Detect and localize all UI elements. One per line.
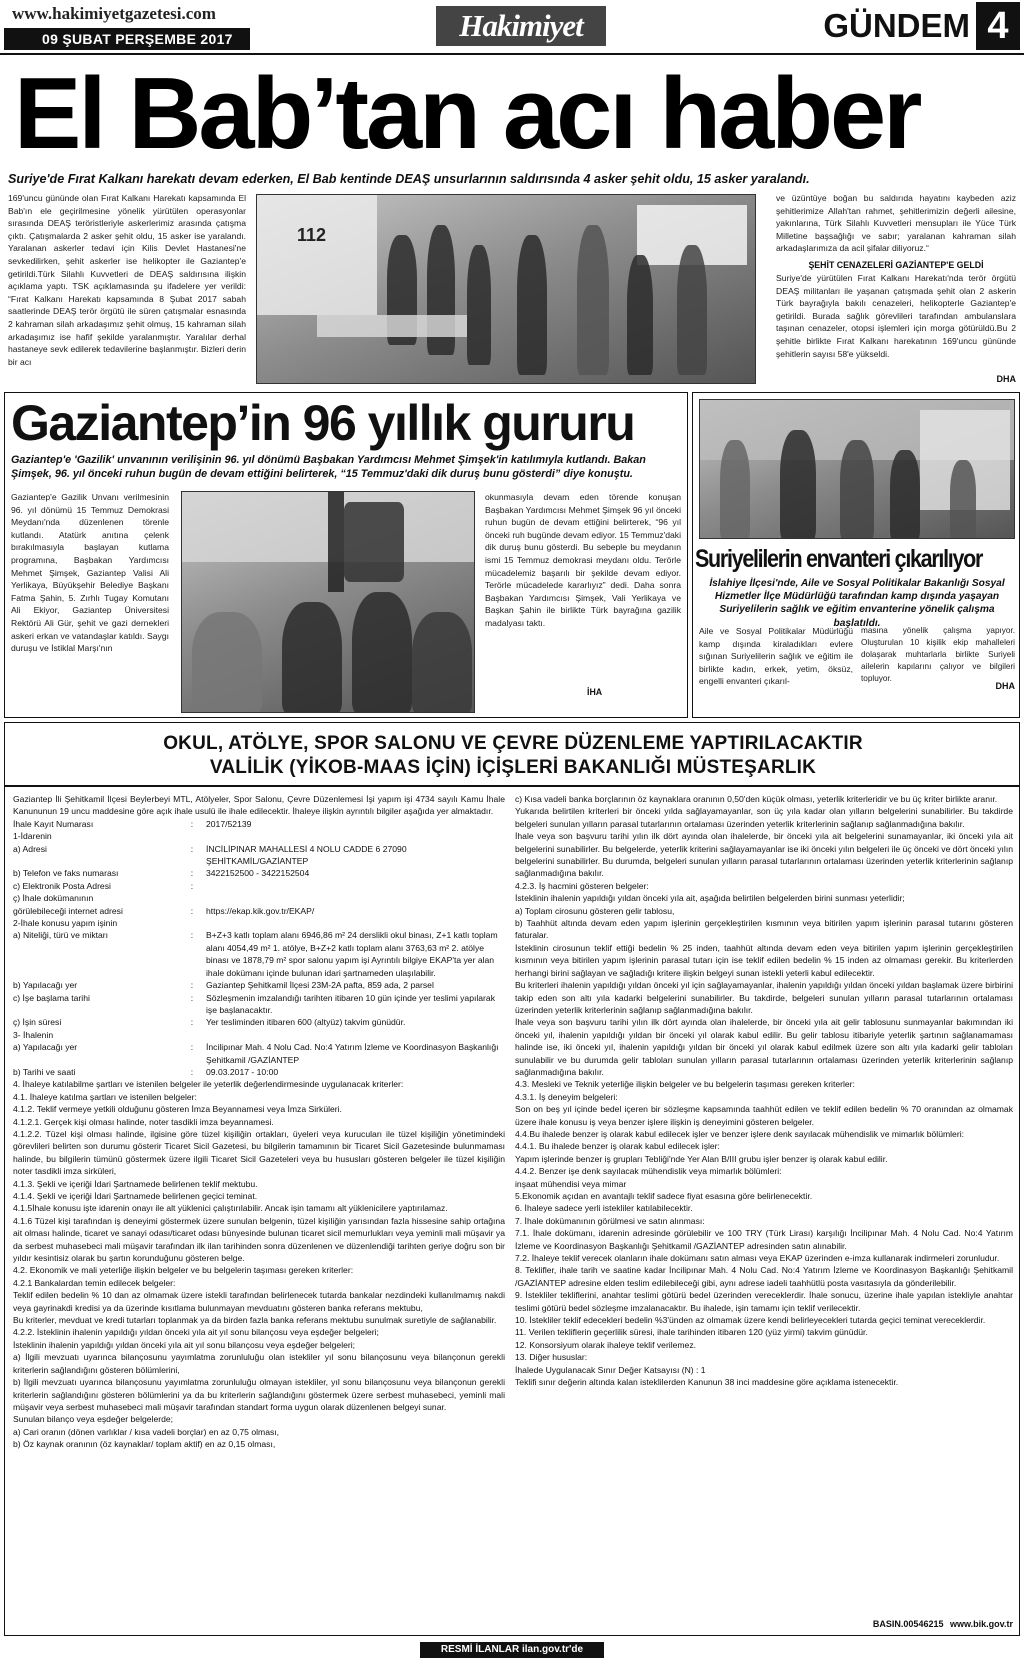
story1-col2a: ve üzüntüye boğan bu saldırıda hayatını kaybeden aziz şehitlerimize Allah'tan rahmet, şehitlerimizin değerli ailesine, yakınlarına, Türk Silahlı Kuvvetleri mensupları ile Yüce Türk Milletine başsağlığı ve sabır; yaralanan kahraman silah arkadaşlarımıza da acil şifalar diliyoruz.“	[776, 193, 1016, 254]
ad-detail-colon: :	[190, 930, 194, 941]
ad-detail-row	[13, 992, 505, 1017]
ad-detail-row	[13, 1029, 505, 1041]
logo	[436, 6, 606, 46]
ad-detail-value[interactable]: https://ekap.kik.gov.tr/EKAP/	[206, 905, 315, 916]
ad-detail-label: a) Adresi	[13, 843, 47, 854]
ad-title-line1: OKUL, ATÖLYE, SPOR SALONU VE ÇEVRE DÜZENLEME YAPTIRILACAKTIR	[163, 733, 863, 754]
ad-detail-colon: :	[190, 1017, 194, 1028]
ad-detail-colon: :	[190, 818, 194, 829]
ad-detail-colon: :	[190, 1066, 194, 1077]
ad-detail-value	[206, 880, 505, 892]
flag-ceremony-photo	[181, 491, 475, 713]
ad-detail-row	[13, 867, 505, 879]
ad-title-rule	[5, 785, 1019, 787]
website-url[interactable]: www.hakimiyetgazetesi.com	[12, 4, 216, 23]
story1-col1: 169'uncu gününde olan Fırat Kalkanı Harekatı kapsamında El Bab'ın ele geçirilmesine yönelik yürütülen operasyonlar sırasında DEAŞ teröristleriyle askerlerimiz arasında çatışma çıktı. Çatışmalarda 2 asker şehit oldu, 15 asker ise yaralandı. Yaralanan askerler tedavi için Kilis Devlet Hastanesi'ne sevkedilirken, şehit askerler ise helikopter ile Gaziantep'e getirildi.Türk Silahlı Kuvvetleri de DEAŞ saldırısına ilişkin açıklama yaptı. TSK açıklamasında şu ifadelere yer verildi: “Fırat Kalkanı Harekatı kapsamında 8 Şubat 2017 sabah saatlerinde DEAŞ terör örgütü ile süren çatışmalar esnasında 2 kahraman silah arkadaşımız şehit olmuş, 15 kahraman silah arkadaşımız ise hafif şekilde yaralanmıştır. Yaralılar derhal hastaneye sevk edilerek tedavilerine başlanmıştır. Bizleri derin bir acı	[8, 193, 246, 367]
ad-detail-colon: :	[190, 980, 194, 991]
ad-detail-value	[206, 892, 505, 904]
ad-detail-label: görülebileceği internet adresi	[13, 905, 123, 916]
ad-detail-value: 09.03.2017 - 10:00	[206, 1066, 279, 1077]
story3-col1: Aile ve Sosyal Politikalar Müdürlüğü kamp dışında kiraladıkları evlere sığınan Suriyelilerin sağlık ve eğitim ile birlikte kadın, erkek, yetim, öksüz, engelli envanteri çıkarıl-	[699, 626, 853, 687]
masthead	[0, 0, 1024, 56]
story3-col2: masına yönelik çalışma yapıyor. Oluşturulan 10 kişilik ekip mahalleleri dolaşarak muhtarlarla birlikte Suriyeli ailelerin kapılarını çalıyor ve bilgileri topluyor.	[861, 626, 1015, 684]
ad-detail-value: İncilipınar Mah. 4 Nolu Cad. No:4 Yatırım İzleme ve Koordinasyon Başkanlığı Şehitkamil /GAZİANTEP	[206, 1042, 499, 1065]
headline-suriyeliler: Suriyelilerin envanteri çıkarılıyor	[695, 545, 983, 573]
ad-detail-label: b) Telefon ve faks numarası	[13, 868, 119, 879]
ad-detail-row	[13, 1041, 505, 1066]
ad-detail-value: İNCİLİPINAR MAHALLESİ 4 NOLU CADDE 6 27090 ŞEHİTKAMİL/GAZİANTEP	[206, 843, 407, 867]
issue-date-text: 09 ŞUBAT PERŞEMBE 2017	[42, 31, 233, 47]
basin-code: BASIN.00546215	[872, 1619, 944, 1629]
ad-detail-label: 1-İdarenin	[13, 831, 52, 842]
ad-detail-label: c) Elektronik Posta Adresi	[13, 880, 111, 891]
ad-right-column	[515, 793, 1013, 1613]
ad-detail-row	[13, 1066, 505, 1078]
ad-detail-row	[13, 892, 505, 904]
bik-site[interactable]: www.bik.gov.tr	[949, 1619, 1013, 1629]
ad-detail-label: ç) İhale dokümanının	[13, 893, 94, 904]
story-suriyeliler	[692, 392, 1020, 718]
ad-detail-table	[13, 818, 505, 1079]
ambulance-number: 112	[297, 225, 327, 245]
ad-left-text: 4. İhaleye katılabilme şartları ve istenilen belgeler ile yeterlik değerlendirmesinde uygulanacak kriterler: 4.1. İhaleye katılma şartları ve istenilen belgeler: 4.1.2. Teklif vermeye yetkili olduğunu gösteren İmza Beyannamesi veya İmza Sirküleri. 4.1.2.1. Gerçek kişi olması halinde, noter tasdikli imza beyannamesi. 4.1.2.2. Tüzel kişi olması halinde, ilgisine göre tüzel kişiliğin ortakları, üyeleri veya kurucuları ile tüzel kişiliğin yönetimindeki görevlileri belirten son durumu gösterir Ticaret Sicil Gazetesi, bu bilgilerin tamamının bir Ticaret Sicil Gazetesinde bulunmaması halinde, bu bilgilerin tümünü göstermek üzere ilgili Ticaret Sicil Gazeteleri veya bu hususları gösteren belgeler ile tüzel kişiliğin noter tasdikli imza sirküleri, 4.1.3. Şekli ve içeriği İdari Şartnamede belirlenen teklif mektubu. 4.1.4. Şekli ve içeriği İdari Şartnamede belirlenen geçici teminat. 4.1.5İhale konusu işte idarenin onayı ile alt yüklenici çalıştırılabilir. Ancak işin tamamı alt yüklenicilere yaptırılamaz. 4.1.6 Tüzel kişi tarafından iş deneyimi göstermek üzere sunulan belgenin, tüzel kişiliğin yarısından fazla hissesine sahip ortağına ait olması halinde, ticaret ve sanayi odası/ticaret odası bünyesinde bulunan ticaret sicil memurlukları veya yeminli mali müşavir ya da serbest muhasebeci mali müşavir tarafından ilk ilan tarihinden sonra düzenlenen ve düzenlendiği tarihten geriye doğru son bir yıldır kesintisiz olarak bu şartın korunduğunu gösteren belge. 4.2. Ekonomik ve mali yeterliğe ilişkin belgeler ve bu belgelerin taşıması gereken kriterler: 4.2.1 Bankalardan temin edilecek belgeler: Teklif edilen bedelin % 10 dan az olmamak üzere istekli tarafından belirlenecek tutarda bankalar nezdindeki kullanılmamış nakdi veya gayrinakdi kredisi ya da üzerinde kısıtlama bulunmayan mevduatını gösteren banka referans mektubu, Bu kriterler, mevduat ve kredi tutarları toplanmak ya da birden fazla banka referans mektubu sunulmak suretiyle de sağlanabilir. 4.2.2. İsteklinin ihalenin yapıldığı yıldan önceki yıla ait yıl sonu bilançosu veya eşdeğer belgeleri; İsteklinin ihalenin yapıldığı yıldan önceki yıla ait yıl sonu bilançosu veya eşdeğer belgeleri; a) İlgili mevzuatı uyarınca bilançosunu yayımlatma zorunluluğu olan istekliler yıl sonu bilançosunu veya bilançonun gerekli kriterlerin sağlandığını gösteren bölümlerini, b) İlgili mevzuatı uyarınca bilançosunu yayımlatma zorunluluğu olmayan istekliler, yıl sonu bilançosunu veya bilançonun gerekli kriterlerin sağlandığını gösteren bölümlerini ya da bu kriterlerin sağlandığını göstermek üzere serbest muhasebeci, yeminli mali müşavir veya serbest muhasebeci mali müşavir tarafından standart forma uygun olarak düzenlenen belgeyi sunar. Sunulan bilanço veya eşdeğer belgelerde; a) Cari oranın (dönen varlıklar / kısa vadeli borçlar) en az 0,75 olması, b) Öz kaynak oranının (öz kaynaklar/ toplam aktif) en az 0,15 olması,	[13, 1079, 505, 1450]
ad-detail-value: Yer tesliminden itibaren 600 (altyüz) takvim günüdür.	[206, 1017, 406, 1028]
ad-right-text: c) Kısa vadeli banka borçlarının öz kaynaklara oranının 0,50'den küçük olması, yeterlik kriterleridir ve bu üç kriter birlikte aranır. Yukarıda belirtilen kriterleri bir önceki yılda sağlayamayanlar, son üç yıla kadar olan yılların belgelerini sunabilirler. Bu takdirde belgeleri sunulan yılların parasal tutarlarının ortalaması üzerinden yeterlik kriterlerinin sağlanıp sağlanmadığına bakılır. İhale veya son başvuru tarihi yılın ilk dört ayında olan ihalelerde, bir önceki yıla ait belgelerini sunamayanlar, iki önceki yıla ait belgelerini sunabilirler. Bu belgelerde, yeterlik kriterini sağlayamayanlar ise iki önceki yılın belgeleri ile üç önceki ve dört önceki yılın belgelerini sunabilirler. Bu durumda, belgeleri sunulan yılların parasal tutarlarının ortalaması üzerinden yeterlik kriterlerinin sağlanıp sağlanmadığına bakılır. 4.2.3. İş hacmini gösteren belgeler: İsteklinin ihalenin yapıldığı yıldan önceki yıla ait, aşağıda belirtilen belgelerden birini sunması yeterlidir; a) Toplam cirosunu gösteren gelir tablosu, b) Taahhüt altında devam eden yapım işlerinin gerçekleştirilen kısmının veya bitirilen yapım işlerinin parasal tutarını gösteren faturalar. İsteklinin cirosunun teklif ettiği bedelin % 25 inden, taahhüt altında devam eden veya bitirilen yapım işlerinin gerçekleştirilen kısmının veya bitirilen yapım işlerinin parasal tutarı için ise teklif edilen bedelin % 15 inden az olmaması gerekir. Bu kriterlerden herhangi birini sağlayan ve sağladığı kritere ilişkin belgeyi sunan istekli yeterli kabul edilecektir. Bu kriterleri ihalenin yapıldığı yıldan önceki yıl için sağlayamayanlar, ihalenin yapıldığı yıldan önceki yıldan başlamak üzere birbirini takip eden son altı yıla kadarki belgelerini sunabilirler. Bu takdirde, belgeleri sunulan yılların parasal tutarlarının ortalaması üzerinden yeterlik kriterlerinin sağlanıp sağlanmadığına bakılır. İhale veya son başvuru tarihi yılın ilk dört ayında olan ihalelerde, bir önceki yıla ait gelir tablosunu sunmayanlar bakımından iki önceki yıl, ihalenin yapıldığı yıldan bir önceki yıl olarak kabul edilir. Bu gelir tablosu itibariyle yeterlik şartının sağlanamaması halinde ise, iki önceki yıl, ihalenin yapıldığı yıldan bir önceki yıl olarak kabul edilmek üzere son altı yıla kadarki gelir tabloları sunulabilir ve bu durumda gelir tabloları sunulan yılların parasal tutarlarının ortalaması üzerinden yeterlik kriterlerinin sağlanıp sağlanmadığına bakılır. 4.3. Mesleki ve Teknik yeterliğe ilişkin belgeler ve bu belgelerin taşıması gereken kriterler: 4.3.1. İş deneyim belgeleri: Son on beş yıl içinde bedel içeren bir sözleşme kapsamında taahhüt edilen ve teklif edilen bedelin % 70 oranından az olmamak üzere ihale konusu iş veya benzer işlere ilişkin iş deneyimini gösteren belgeler. 4.4.Bu ihalede benzer iş olarak kabul edilecek işler ve benzer işlere denk sayılacak mühendislik ve mimarlık bölümleri: 4.4.1. Bu ihalede benzer iş olarak kabul edilecek işler: Yapım işlerinde benzer iş grupları Tebliği'nde Yer Alan B/III grubu işler benzer iş olarak kabul edilir. 4.4.2. Benzer işe denk sayılacak mühendislik veya mimarlık bölümleri: inşaat mühendisi veya mimar 5.Ekonomik açıdan en avantajlı teklif sadece fiyat esasına göre belirlenecektir. 6. İhaleye sadece yerli istekliler katılabilecektir. 7. İhale dokümanının görülmesi ve satın alınması: 7.1. İhale dokümanı, idarenin adresinde görülebilir ve 100 TRY (Türk Lirası) karşılığı İncilipınar Mah. 4 Nolu Cad. No:4 Yatırım İzleme ve Koordinasyon Başkanlığı Şehitkamil /GAZİANTEP adresinden satın alınabilir. 7.2. İhaleye teklif verecek olanların ihale dokümanı satın alması veya EKAP üzerinden e-imza kullanarak indirmeleri zorunludur. 8. Teklifler, ihale tarih ve saatine kadar İncilipınar Mah. 4 Nolu Cad. No:4 Yatırım İzleme ve Koordinasyon Başkanlığı Şehitkamil /GAZİANTEP adresine elden teslim edilebileceği gibi, aynı adrese iadeli taahhütlü posta vasıtasıyla da gönderilebilir. 9. İstekliler tekliflerini, anahtar teslimi götürü bedel üzerinden vereceklerdir. İhale sonucu, üzerine ihale yapılan istekliyle anahtar teslimi götürü bedel sözleşme imzalanacaktır. Bu ihalede, işin tamamı için teklif verilecektir. 10. İstekliler teklif edecekleri bedelin %3'ünden az olmamak üzere kendi belirleyecekleri tutarda geçici teminat vereceklerdir. 11. Verilen tekliflerin geçerlilik süresi, ihale tarihinden itibaren 120 (yüz yirmi) takvim günüdür. 12. Konsorsiyum olarak ihaleye teklif verilemez. 13. Diğer hususlar: İhalede Uygulanacak Sınır Değer Katsayısı (N) : 1 Teklifi sınır değerin altında kalan isteklilerden Kanunun 38 inci maddesine göre açıklama istenecektir.	[515, 794, 1013, 1388]
ad-detail-row	[13, 1016, 505, 1028]
footer-bar	[420, 1642, 604, 1658]
ad-title-line2: VALİLİK (YİKOB-MAAS İÇİN) İÇİŞLERİ BAKANLIĞI MÜSTEŞARLIK	[209, 757, 817, 778]
ad-detail-value	[206, 830, 505, 842]
ad-detail-label: 2-İhale konusu yapım işinin	[13, 918, 118, 929]
issue-date	[4, 28, 250, 50]
ad-detail-value	[206, 1029, 505, 1041]
story-gaziantep	[4, 392, 688, 718]
ad-detail-value: Sözleşmenin imzalandığı tarihten itibaren 10 gün içinde yer teslimi yapılarak işe başlanacaktır.	[206, 992, 495, 1015]
page-number	[976, 2, 1020, 50]
ad-detail-colon: :	[190, 905, 194, 916]
story2-col1: Gaziantep'e Gazilik Unvanı verilmesinin 96. yıl dönümü 15 Temmuz Demokrasi Meydanı'nda düzenlenen törenle kutlandı. Atatürk anıtına çelenk bırakılmasıyla başlayan kutlama programına, Başbakan Yardımcısı Mehmet Şimşek, Gaziantep Valisi Ali Yerlikaya, Büyükşehir Belediye Başkanı Fatma Şahin, 5. Zırhlı Tugay Komutanı Ali Ekiyor, Gaziantep Üniversitesi Rektörü Ali Gür, şehit ve gazi dernekleri askeri erkan ve vatandaşlar katıldı. Saygı duruşu ve İstiklal Marşı'nın	[11, 492, 169, 654]
ad-detail-row	[13, 929, 505, 979]
ad-detail-colon: :	[190, 868, 194, 879]
ad-detail-label: 3- İhalenin	[13, 1029, 54, 1040]
ad-detail-colon: :	[190, 880, 194, 891]
story1-agency: DHA	[996, 374, 1016, 384]
official-tender-ad	[4, 722, 1020, 1636]
ad-detail-label: c) İşe başlama tarihi	[13, 992, 90, 1003]
ad-detail-colon: :	[190, 1042, 194, 1053]
story-el-bab	[0, 58, 1024, 388]
story1-col2b: Suriye'de yürütülen Fırat Kalkanı Harekatı'nda terör örgütü DEAŞ militanları ile yaşanan çatışmada şehit olan 2 askerin Türk bayrağıyla bakılı cenazeleri, helikopterle Gaziantep'e getirildi. Burada sağlık görevlileri tarafından ambulanslara taşınan cenazeler, otopsi işlemleri için morga götürüldü.Bu 2 şehitle birlikte Fırat Kalkanı harekatının 169'uncu gününde şehitlerin sayısı 58'e yükseldi.	[776, 273, 1016, 359]
story2-agency: İHA	[587, 687, 603, 697]
ad-left-column	[13, 793, 505, 1633]
street-survey-photo	[699, 399, 1015, 539]
ad-detail-colon	[178, 917, 206, 929]
ad-detail-row	[13, 917, 505, 929]
ad-detail-label: ç) İşin süresi	[13, 1017, 62, 1028]
subhead-suriyeliler: İslahiye İlçesi'nde, Aile ve Sosyal Politikalar Bakanlığı Sosyal Hizmetler İlçe Müdürlüğü tarafından kamp dışında yaşayan Suriyelilerin sağlık ve eğitim envanterine yönelik çalışma başlatıldı.	[709, 578, 1005, 629]
ad-detail-label: a) Yapılacağı yer	[13, 1042, 78, 1053]
ad-detail-row	[13, 830, 505, 842]
ad-detail-value: 3422152500 - 3422152504	[206, 868, 310, 879]
ad-detail-colon: :	[190, 992, 194, 1003]
ad-detail-label: b) Tarihi ve saati	[13, 1066, 76, 1077]
story1-col2-subhead: ŞEHİT CENAZELERİ GAZİANTEP'E GELDİ	[808, 260, 984, 270]
ad-detail-value: Gaziantep Şehitkamil İlçesi 23M-2A pafta, 859 ada, 2 parsel	[206, 980, 434, 991]
headline-el-bab: El Bab’tan acı haber	[14, 58, 920, 170]
ad-detail-label: İhale Kayıt Numarası	[13, 818, 94, 829]
ad-detail-row	[13, 843, 505, 868]
ad-code	[785, 1619, 1013, 1629]
ad-detail-value	[206, 917, 505, 929]
ad-detail-row	[13, 979, 505, 991]
ad-detail-label: a) Niteliği, türü ve miktarı	[13, 930, 109, 941]
logo-text: Hakimiyet	[459, 8, 583, 43]
ad-intro: Gaziantep İli Şehitkamil İlçesi Beylerbeyi MTL, Atölyeler, Spor Salonu, Çevre Düzenlemesi İşi yapım işi 4734 sayılı Kamu İhale Kanununun 19 uncu maddesine göre açık ihale usulü ile ihale edilecektir. İhaleye ilişkin ayrıntılı bilgiler aşağıda yer almaktadır.	[13, 794, 505, 817]
page-number-text: 4	[987, 5, 1009, 47]
ad-detail-value: B+Z+3 katlı toplam alanı 6946,86 m² 24 derslikli okul binası, Z+1 katlı toplam alanı 4054,49 m² 1. atölye, B+Z+2 katlı toplam alanı 3763,63 m² 2. atölye binası ve 1878,79 m² spor salonu yapım işi Ayrıntılı bilgiye EKAP'ta yer alan ihale dokümanı içinde bulunan idari şartnameden ulaşılabilir.	[206, 930, 498, 978]
ad-detail-colon: :	[190, 843, 194, 854]
section-name: GÜNDEM	[823, 7, 970, 44]
ad-detail-row	[13, 905, 505, 917]
ad-detail-value: 2017/52139	[206, 818, 252, 829]
subhead-gaziantep: Gaziantep'e 'Gazilik' unvanının verilişinin 96. yıl dönümü Başbakan Yardımcısı Mehmet Şimşek'in katılımıyla kutlandı. Bakan Şimşek, 96. yıl önceki ruhun bugün de devam ettiğini belirterek, “15 Temmuz'daki dik duruş bunu gösterdi” diye konuştu.	[11, 454, 646, 480]
footer-text[interactable]: RESMİ İLANLAR ilan.gov.tr'de	[440, 1644, 584, 1655]
ad-detail-colon	[178, 830, 206, 842]
ad-detail-label: b) Yapılacağı yer	[13, 980, 78, 991]
ad-detail-colon	[178, 1029, 206, 1041]
story3-agency: DHA	[995, 681, 1015, 691]
story2-col2: okunmasıyla devam eden törende konuşan Başbakan Yardımcısı Mehmet Şimşek 96 yıl önceki ruhun bugün de devam ettiğini belirterek, “96 yıl önceki ruh bugünde devam ediyor. 15 Temmuz'daki dik duruş bunu gösterdi. Bu sebeple bu meydanın ismi 15 Temmuz demokrasi meydanı oldu. Terörle mücadelemiz başarılı bir şekilde devam ediyor. Terörle mücadelede kararlıyız” dedi. Daha sonra Başbakan Yardımcısı Şimşek, Vali Yerlikaya ve Başkan Şahin ile birlikte Türk bayrağına gazilik madalyası taktı.	[485, 492, 681, 628]
ad-detail-colon	[178, 892, 206, 904]
headline-gaziantep: Gaziantep’in 96 yıllık gururu	[11, 395, 635, 451]
ambulance-stretcher-photo	[256, 194, 756, 384]
subhead-el-bab: Suriye'de Fırat Kalkanı harekatı devam ederken, El Bab kentinde DEAŞ unsurlarının saldırısında 4 asker şehit oldu, 15 asker yaralandı.	[8, 172, 810, 186]
ad-detail-row	[13, 880, 505, 892]
masthead-rule	[0, 53, 1024, 55]
ad-detail-row	[13, 818, 505, 830]
